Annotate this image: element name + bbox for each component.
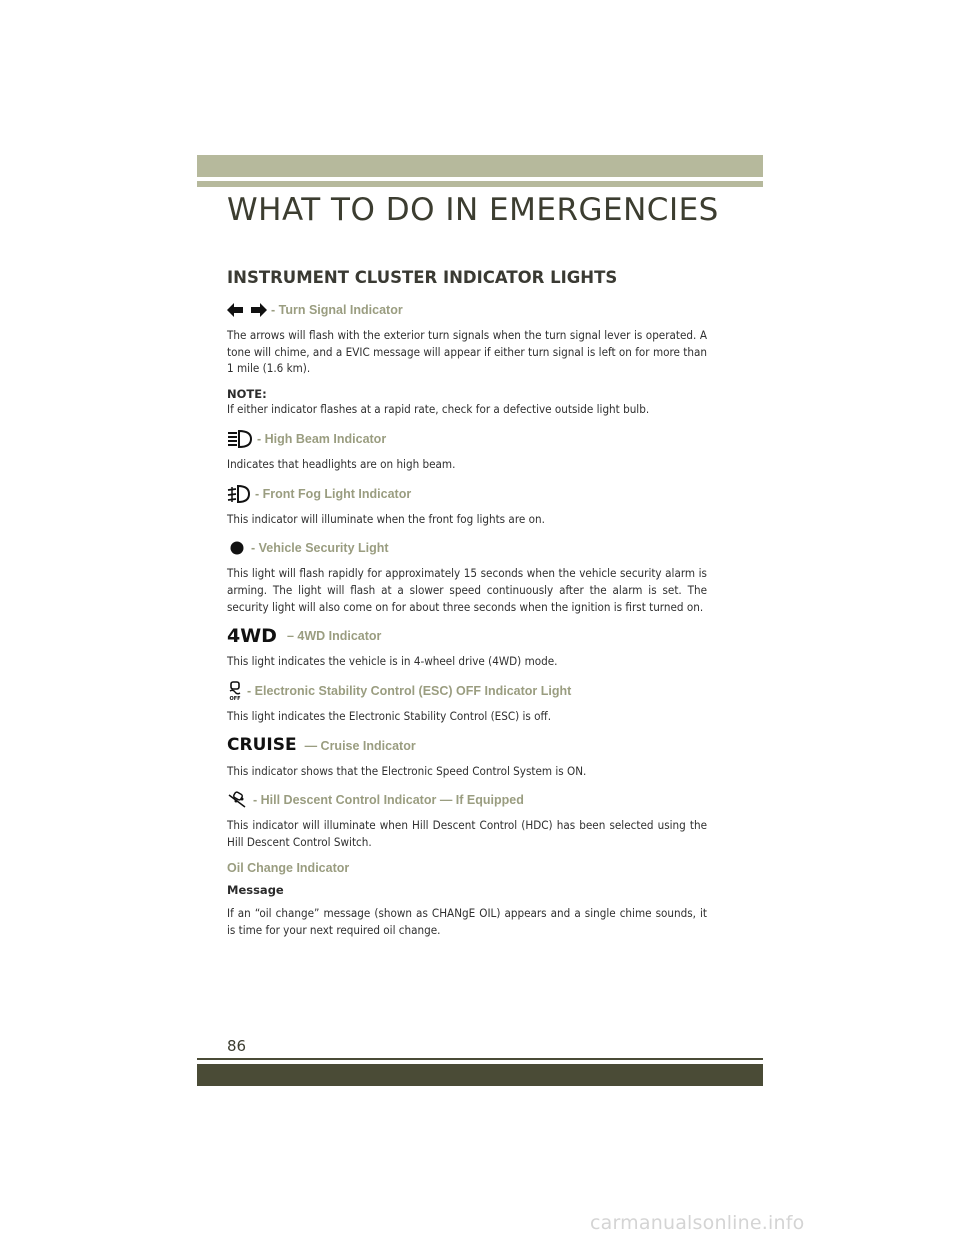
watermark: carmanualsonline.info — [590, 1212, 805, 1234]
vehicle-security-heading — [227, 537, 707, 559]
high-beam-text: Indicates that headlights are on high beam. — [227, 456, 456, 471]
header-band — [197, 155, 763, 177]
4wd-heading — [227, 625, 707, 647]
turn-signal-arrows-icon — [227, 303, 267, 317]
header-band-line — [197, 181, 763, 187]
esc-off-heading — [227, 680, 707, 702]
high-beam-icon — [227, 430, 253, 448]
section-title: WHAT TO DO IN EMERGENCIES — [227, 192, 719, 228]
hill-descent-text: This indicator will illuminate when Hill Descent Control (HDC) has been selected using the Hill Descent Control Switch. — [227, 818, 707, 850]
note-label: NOTE: — [227, 387, 267, 402]
vehicle-security-icon — [227, 540, 247, 556]
hill-descent-heading — [227, 789, 707, 811]
4wd-label: – 4WD Indicator — [286, 629, 382, 644]
oil-change-heading: Oil Change Indicator — [227, 860, 350, 875]
4wd-icon: 4WD — [227, 624, 277, 647]
front-fog-heading — [227, 483, 707, 505]
cruise-heading — [227, 735, 707, 757]
esc-off-icon-text: OFF — [229, 696, 241, 702]
footer-band-line — [197, 1058, 763, 1060]
turn-signal-text: The arrows will flash with the exterior turn signals when the turn signal lever is operated. A tone will chime, and a EVIC message will appear if either turn signal is left on for more than 1 mile (1.6 km). — [227, 328, 707, 376]
vehicle-security-text: This light will flash rapidly for approximately 15 seconds when the vehicle security alarm is arming. The light will flash at a slower speed continuously after the alarm is set. The security light will also come on for about three seconds when the ignition is first turned on. — [227, 566, 707, 614]
main-content — [227, 268, 707, 948]
high-beam-label: - High Beam Indicator — [257, 431, 387, 446]
cruise-text: This indicator shows that the Electronic Speed Control System is ON. — [227, 763, 587, 778]
note-text: If either indicator flashes at a rapid rate, check for a defective outside light bulb. — [227, 402, 650, 417]
front-fog-text: This indicator will illuminate when the front fog lights are on. — [227, 511, 545, 526]
page-number: 86 — [227, 1037, 247, 1055]
turn-signal-label: - Turn Signal Indicator — [271, 303, 403, 317]
hill-descent-label: - Hill Descent Control Indicator — If Equipped — [253, 793, 524, 808]
cruise-icon: CRUISE — [227, 735, 297, 756]
high-beam-heading — [227, 428, 707, 450]
4wd-text: This light indicates the vehicle is in 4-wheel drive (4WD) mode. — [227, 654, 558, 669]
footer-band — [197, 1064, 763, 1086]
cruise-label: — Cruise Indicator — [304, 738, 416, 753]
page-heading: INSTRUMENT CLUSTER INDICATOR LIGHTS — [227, 268, 618, 287]
esc-off-text: This light indicates the Electronic Stability Control (ESC) is off. — [227, 709, 552, 724]
esc-off-label: - Electronic Stability Control (ESC) OFF Indicator Light — [247, 684, 572, 699]
front-fog-label: - Front Fog Light Indicator — [255, 486, 412, 501]
message-label: Message — [227, 882, 284, 897]
oil-change-text: If an “oil change” message (shown as CHANgE OIL) appears and a single chime sounds, it is time for your next required oil change. — [227, 905, 707, 937]
hill-descent-icon — [227, 791, 249, 809]
vehicle-security-label: - Vehicle Security Light — [251, 541, 389, 556]
esc-off-icon — [227, 681, 243, 701]
front-fog-light-icon — [227, 485, 251, 503]
turn-signal-heading — [227, 299, 707, 321]
